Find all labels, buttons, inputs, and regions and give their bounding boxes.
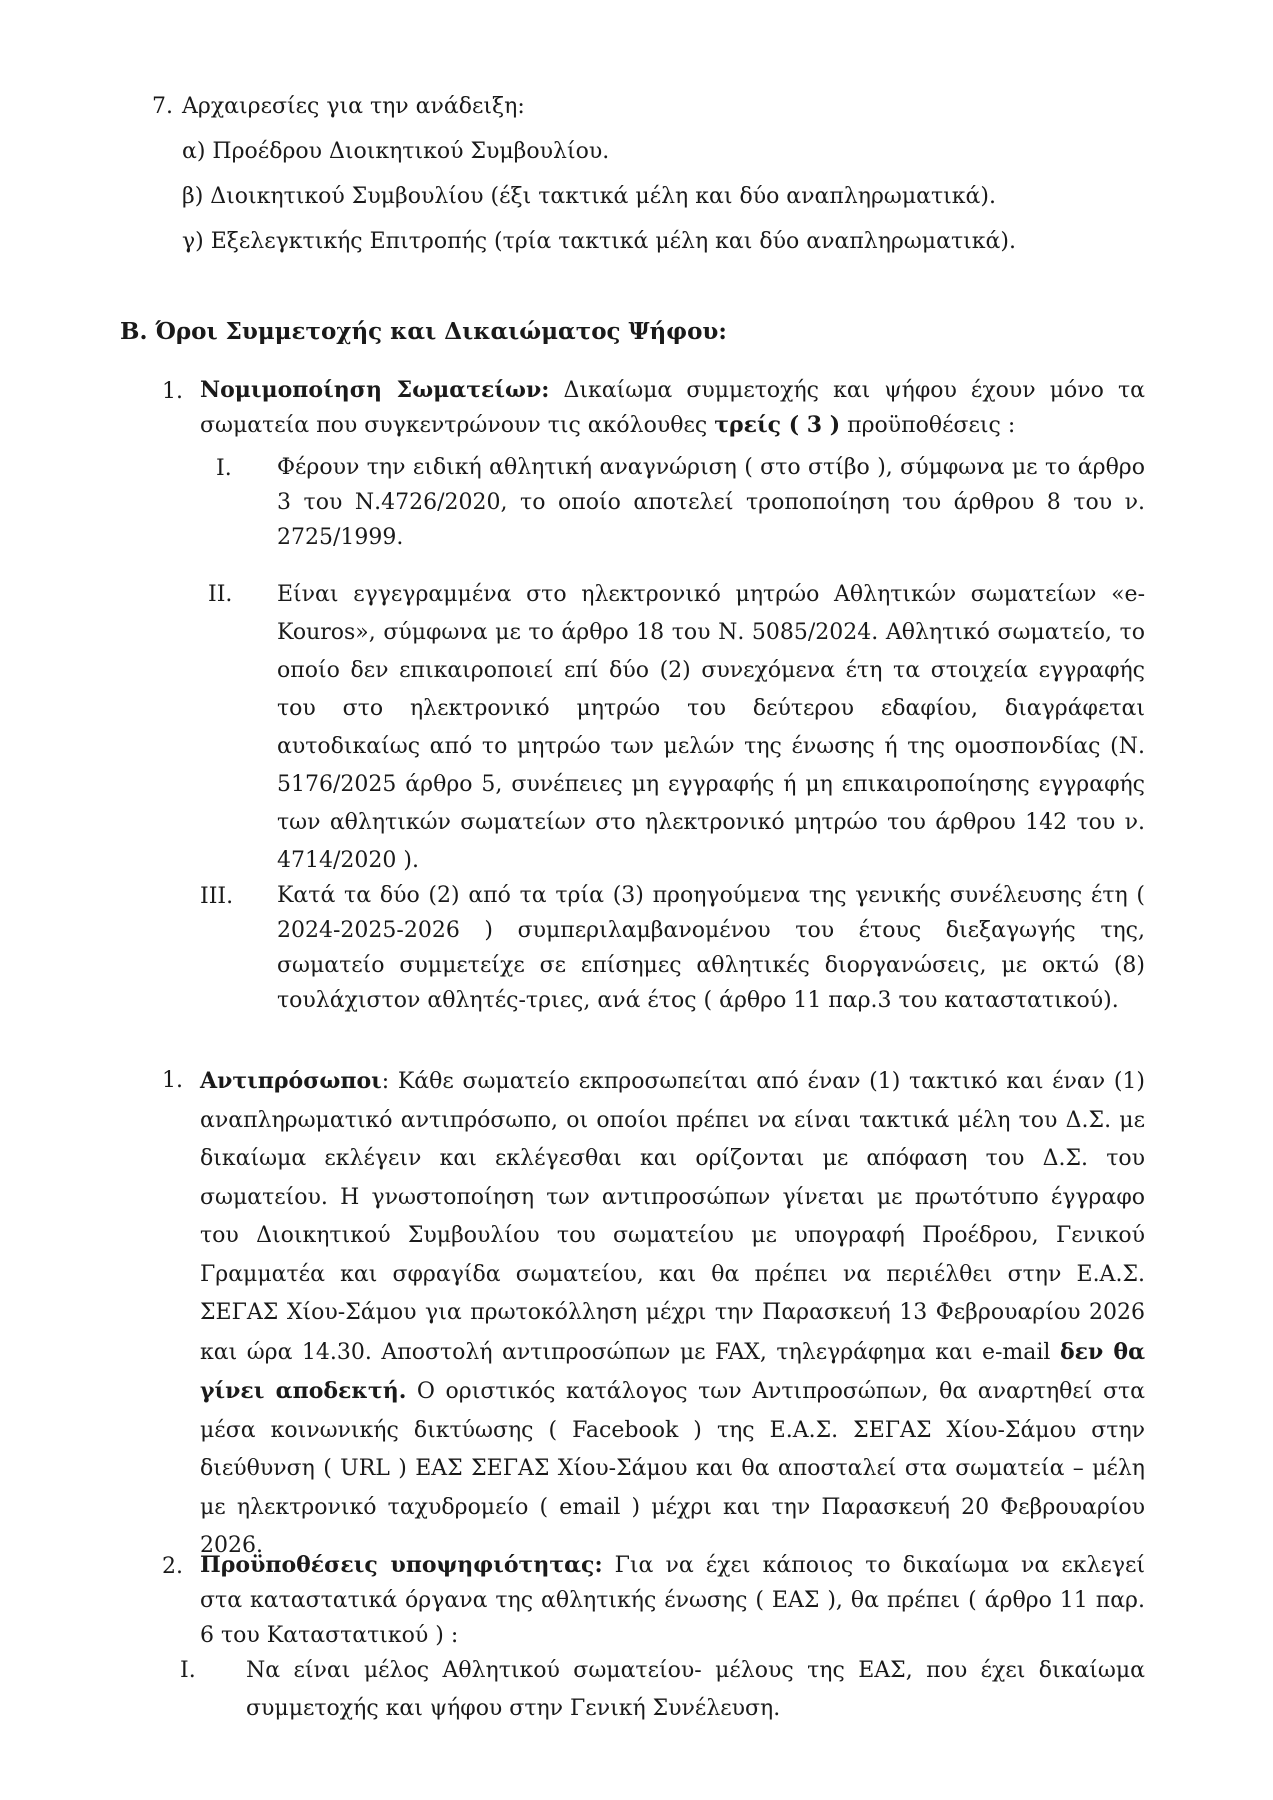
item1-sub1-marker: I. [216,456,232,481]
section7-item-b: β) Διοικητικού Συμβουλίου (έξι τακτικά μέλη και δύο αναπληρωματικά). [182,184,996,209]
item2-label: Αντιπρόσωποι [200,1068,382,1094]
item1-paragraph: Νομιμοποίηση Σωματείων: Δικαίωμα συμμετοχής και ψήφου έχουν μόνο τα σωματεία που συγκεντρώνουν τις ακόλουθες τρείς ( 3 ) προϋποθέσεις : [200,377,1145,438]
section7-title: Αρχαιρεσίες για την ανάδειξη: [182,94,525,119]
item1-label: Νομιμοποίηση Σωματείων: [200,377,550,403]
item2-paragraph: Αντιπρόσωποι: Κάθε σωματείο εκπροσωπείται από έναν (1) τακτικό και έναν (1) αναπληρωματικό αντιπρόσωπο, οι οποίοι πρέπει να είναι τακτικά μέλη του Δ.Σ. με δικαίωμα εκλέγειν και εκλέγεσθαι και ορίζονται με απόφαση του Δ.Σ. του σωματείου. Η γνωστοποίηση των αντιπροσώπων γίνεται με πρωτότυπο έγγραφο του Διοικητικού Συμβουλίου του σωματείου με υπογραφή Προέδρου, Γενικού Γραμματέα και σφραγίδα σωματείου, και θα πρέπει να περιέλθει στην Ε.Α.Σ. ΣΕΓΑΣ Χίου-Σάμου για πρωτοκόλληση μέχρι την Παρασκευή 13 Φεβρουαρίου 2026 και ώρα 14.30. Αποστολή αντιπροσώπων με FAX, τηλεγράφημα και e-mail δεν θα γίνει αποδεκτή. Ο οριστικός κατάλογος των Αντιπροσώπων, θα αναρτηθεί στα μέσα κοινωνικής δικτύωσης ( Facebook ) της Ε.Α.Σ. ΣΕΓΑΣ Χίου-Σάμου στην διεύθυνση ( URL ) ΕΑΣ ΣΕΓΑΣ Χίου-Σάμου και θα αποσταλεί στα σωματεία – μέλη με ηλεκτρονικό ταχυδρομείο ( email ) μέχρι και την Παρασκευή 20 Φεβρουαρίου 2026. [200,1068,1146,1558]
item1-sub1-text: Φέρουν την ειδική αθλητική αναγνώριση ( στο στίβο ), σύμφωνα με το άρθρο 3 του Ν.4726/2020, το οποίο αποτελεί τροποποίηση του άρθρου 8 του ν. 2725/1999. [277,455,1145,550]
item1-sub3-marker: III. [200,884,234,909]
item3-sub1-marker: I. [180,1658,196,1683]
section-b-heading: Β. Όροι Συμμετοχής και Δικαιώματος Ψήφου: [120,318,727,345]
item2-number: 1. [162,1068,183,1093]
item1-sub2-text: Είναι εγγεγραμμένα στο ηλεκτρονικό μητρώο Αθλητικών σωματείων «e-Kouros», σύμφωνα με το άρθρο 18 του Ν. 5085/2024. Αθλητικό σωματείο, το οποίο δεν επικαιροποιεί επί δύο (2) συνεχόμενα έτη τα στοιχεία εγγραφής του στο ηλεκτρονικό μητρώο του δεύτερου εδαφίου, διαγράφεται αυτοδικαίως από το μητρώο των μελών της ένωσης ή της ομοσπονδίας (Ν. 5176/2025 άρθρο 5, συνέπειες μη εγγραφής ή μη επικαιροποίησης εγγραφής των αθλητικών σωματείων στο ηλεκτρονικό μητρώο του άρθρου 142 του ν. 4714/2020 ). [277,582,1145,873]
item1-sub2-marker: II. [208,582,233,607]
item3-label: Προϋποθέσεις υποψηφιότητας: [200,1552,603,1578]
item3-sub1-text: Να είναι μέλος Αθλητικού σωματείου- μέλους της ΕΑΣ, που έχει δικαίωμα συμμετοχής και ψήφου στην Γενική Συνέλευση. [246,1658,1145,1721]
item1-sub3-text: Κατά τα δύο (2) από τα τρία (3) προηγούμενα της γενικής συνέλευσης έτη ( 2024-2025-2026 ) συμπεριλαμβανομένου του έτους διεξαγωγής της, σωματείο συμμετείχε σε επίσημες αθλητικές διοργανώσεις, με οκτώ (8) τουλάχιστον αθλητές-τριες, ανά έτος ( άρθρο 11 παρ.3 του καταστατικού). [277,883,1145,1013]
section7-item-c: γ) Εξελεγκτικής Επιτροπής (τρία τακτικά μέλη και δύο αναπληρωματικά). [182,229,1016,254]
section7-number: 7. [152,94,173,119]
item1-bold-count: τρείς ( 3 ) [714,412,841,438]
item2-bold-warning: δεν θα γίνει αποδεκτή. [200,1338,1146,1404]
item3-number: 2. [162,1554,183,1579]
item1-number: 1. [162,379,183,404]
item3-paragraph: Προϋποθέσεις υποψηφιότητας: Για να έχει κάποιος το δικαίωμα να εκλεγεί στα καταστατικά όργανα της αθλητικής ένωσης ( ΕΑΣ ), θα πρέπει ( άρθρο 11 παρ. 6 του Καταστατικού ) : [200,1552,1145,1648]
section7-item-a: α) Προέδρου Διοικητικού Συμβουλίου. [182,139,610,164]
